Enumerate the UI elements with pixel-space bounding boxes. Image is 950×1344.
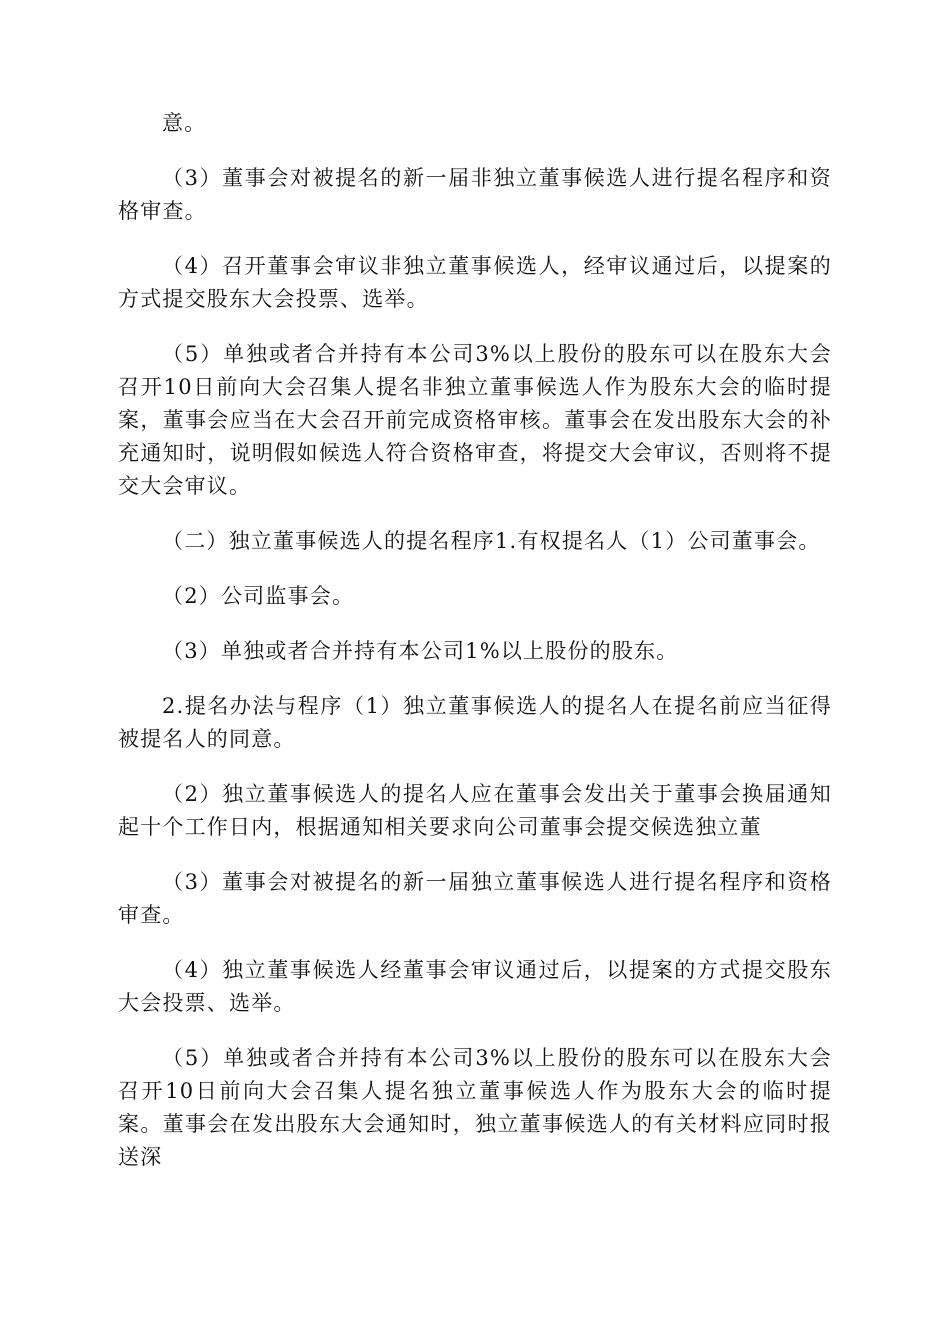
paragraph-3: （4）召开董事会审议非独立董事候选人，经审议通过后，以提案的方式提交股东大会投票、选举。 xyxy=(118,254,832,311)
paragraph-6: （2）公司监事会。 xyxy=(162,584,355,608)
paragraph-11: （4）独立董事候选人经董事会审议通过后，以提案的方式提交股东大会投票、选举。 xyxy=(118,958,832,1015)
paragraph-4: （5）单独或者合并持有本公司3%以上股份的股东可以在股东大会召开10日前向大会召集人提名非独立董事候选人作为股东大会的临时提案，董事会应当在大会召开前完成资格审核。董事会在发出股东大会的补充通知时，说明假如候选人符合资格审查，将提交大会审议，否则将不提交大会审议。 xyxy=(118,342,832,498)
paragraph-1: 意。 xyxy=(162,111,207,135)
paragraph-5: （二）独立董事候选人的提名程序1.有权提名人（1）公司董事会。 xyxy=(162,529,821,553)
paragraph-12: （5）单独或者合并持有本公司3%以上股份的股东可以在股东大会召开10日前向大会召集人提名独立董事候选人作为股东大会的临时提案。董事会在发出股东大会通知时，独立董事候选人的有关材料应同时报送深 xyxy=(118,1046,832,1169)
document-body xyxy=(118,107,832,1196)
paragraph-8: 2.提名办法与程序（1）独立董事候选人的提名人在提名前应当征得被提名人的同意。 xyxy=(118,694,832,751)
paragraph-2: （3）董事会对被提名的新一届非独立董事候选人进行提名程序和资格审查。 xyxy=(118,166,832,223)
paragraph-7: （3）单独或者合并持有本公司1%以上股份的股东。 xyxy=(162,639,679,663)
paragraph-9: （2）独立董事候选人的提名人应在董事会发出关于董事会换届通知起十个工作日内，根据通知相关要求向公司董事会提交候选独立董 xyxy=(118,782,832,839)
paragraph-10: （3）董事会对被提名的新一届独立董事候选人进行提名程序和资格审查。 xyxy=(118,870,832,927)
